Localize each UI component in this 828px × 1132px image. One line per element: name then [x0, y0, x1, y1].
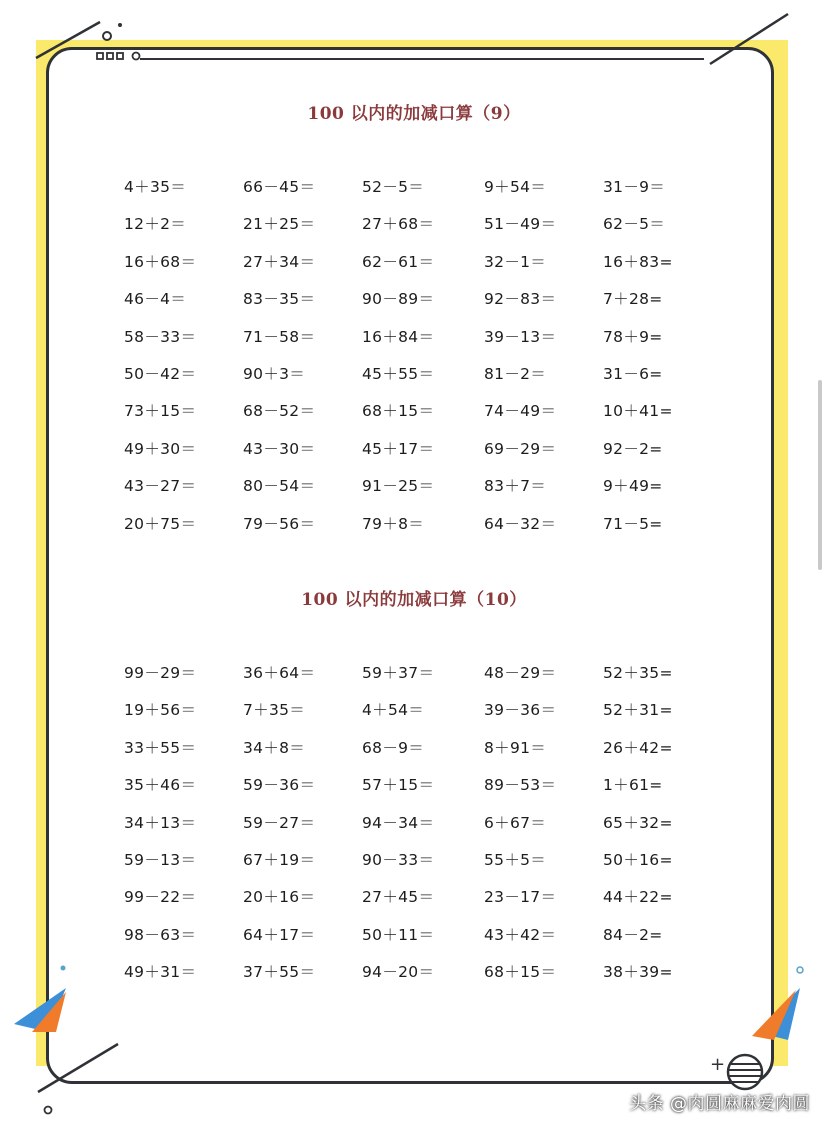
math-problem: 16＋83= [603, 252, 673, 271]
math-problem: 59－36＝ [243, 776, 316, 795]
math-problem: 59＋37＝ [362, 664, 435, 682]
math-problem: 58－33＝ [124, 327, 197, 346]
math-problem: 68－52＝ [243, 402, 316, 421]
math-problem: 59－13＝ [124, 850, 197, 869]
math-problem: 12＋2＝ [124, 215, 187, 234]
math-problem: 31－6= [603, 364, 663, 383]
math-problem: 26＋42= [603, 738, 673, 757]
math-problem: 89－53＝ [484, 776, 557, 795]
math-problem: 37＋55＝ [243, 963, 316, 982]
math-problem: 67＋19＝ [243, 850, 316, 869]
math-problem: 62－61＝ [362, 252, 435, 271]
math-problem: 7＋35＝ [243, 701, 306, 720]
decor-bottom-left [8, 960, 128, 1120]
math-problem: 50＋16= [603, 850, 673, 869]
math-problem: 16＋68＝ [124, 252, 197, 271]
math-problem: 99－22＝ [124, 888, 197, 907]
math-problem: 81－2＝ [484, 364, 547, 383]
math-problem: 83＋7＝ [484, 477, 547, 496]
math-problem: 90＋3＝ [243, 364, 306, 383]
math-problem: 43－27＝ [124, 477, 197, 496]
math-problem: 69－29＝ [484, 439, 557, 458]
math-problem: 4＋54＝ [362, 701, 425, 720]
math-problem: 68－9＝ [362, 738, 425, 757]
math-problem: 10＋41= [603, 402, 673, 421]
math-problem: 98－63＝ [124, 925, 197, 944]
math-problem: 31－9＝ [603, 178, 666, 196]
math-problem: 78＋9= [603, 327, 663, 346]
math-problem: 19＋56＝ [124, 701, 197, 720]
math-problem: 57＋15＝ [362, 776, 435, 795]
math-problem: 50＋11＝ [362, 925, 435, 944]
math-problem: 50－42＝ [124, 364, 197, 383]
math-problem: 33＋55＝ [124, 738, 197, 757]
math-problem: 23－17＝ [484, 888, 557, 907]
math-problem: 52＋35= [603, 664, 673, 682]
math-problem: 34＋8＝ [243, 738, 306, 757]
math-problem: 51－49＝ [484, 215, 557, 234]
decor-bottom-right [700, 960, 820, 1100]
math-problem: 66－45＝ [243, 178, 316, 196]
math-problem: 45＋17＝ [362, 439, 435, 458]
math-problem: 27＋34＝ [243, 252, 316, 271]
top-rule-line [140, 58, 704, 60]
math-problem: 38＋39= [603, 963, 673, 982]
math-problem: 48－29＝ [484, 664, 557, 682]
math-problem: 45＋55＝ [362, 364, 435, 383]
math-problem: 16＋84＝ [362, 327, 435, 346]
math-problem: 92－83＝ [484, 290, 557, 309]
math-problem: 49＋30＝ [124, 439, 197, 458]
math-problem: 83－35＝ [243, 290, 316, 309]
math-problem: 71－5= [603, 514, 663, 533]
math-problem: 8＋91＝ [484, 738, 547, 757]
math-problem: 55＋5＝ [484, 850, 547, 869]
math-problem: 34＋13＝ [124, 813, 197, 832]
math-problem: 49＋31＝ [124, 963, 197, 982]
math-problem: 99－29＝ [124, 664, 197, 682]
math-problem: 27＋68＝ [362, 215, 435, 234]
math-problem: 44＋22= [603, 888, 673, 907]
math-problem: 90－33＝ [362, 850, 435, 869]
math-problem: 46－4＝ [124, 290, 187, 309]
decor-top-left [30, 16, 170, 76]
math-problem: 65＋32= [603, 813, 673, 832]
scrollbar[interactable] [818, 380, 822, 570]
math-problem: 20＋75＝ [124, 514, 197, 533]
math-problem: 4＋35＝ [124, 178, 187, 196]
watermark: 头条 @肉圆麻麻爱肉圆 [629, 1094, 810, 1114]
math-problem: 39－36＝ [484, 701, 557, 720]
math-problem: 32－1＝ [484, 252, 547, 271]
math-problem: 64－32＝ [484, 514, 557, 533]
math-problem: 73＋15＝ [124, 402, 197, 421]
math-problem: 91－25＝ [362, 477, 435, 496]
math-problem: 71－58＝ [243, 327, 316, 346]
math-problem: 52＋31= [603, 701, 673, 720]
math-problem: 74－49＝ [484, 402, 557, 421]
section-2-title: 100 以内的加减口算（10） [301, 590, 527, 610]
math-problem: 36＋64＝ [243, 664, 316, 682]
section-1-title: 100 以内的加减口算（9） [307, 104, 521, 124]
math-problem: 52－5＝ [362, 178, 425, 196]
math-problem: 94－34＝ [362, 813, 435, 832]
math-problem: 7＋28= [603, 290, 663, 309]
math-problem: 80－54＝ [243, 477, 316, 496]
math-problem: 62－5＝ [603, 215, 666, 234]
decor-top-right [700, 8, 800, 68]
math-problem: 9＋49= [603, 477, 663, 496]
math-problem: 35＋46＝ [124, 776, 197, 795]
math-problem: 43＋42＝ [484, 925, 557, 944]
math-problem: 6＋67＝ [484, 813, 547, 832]
math-problem: 20＋16＝ [243, 888, 316, 907]
math-problem: 68＋15＝ [484, 963, 557, 982]
math-problem: 1＋61= [603, 776, 663, 795]
math-problem: 27＋45＝ [362, 888, 435, 907]
math-problem: 43－30＝ [243, 439, 316, 458]
math-problem: 84－2= [603, 925, 663, 944]
math-problem: 39－13＝ [484, 327, 557, 346]
math-problem: 59－27＝ [243, 813, 316, 832]
math-problem: 92－2= [603, 439, 663, 458]
svg-text:+: + [710, 1054, 726, 1075]
math-problem: 90－89＝ [362, 290, 435, 309]
math-problem: 79＋8＝ [362, 514, 425, 533]
math-problem: 9＋54＝ [484, 178, 547, 196]
math-problem: 21＋25＝ [243, 215, 316, 234]
math-problem: 68＋15＝ [362, 402, 435, 421]
math-problem: 94－20＝ [362, 963, 435, 982]
math-problem: 79－56＝ [243, 514, 316, 533]
math-problem: 64＋17＝ [243, 925, 316, 944]
